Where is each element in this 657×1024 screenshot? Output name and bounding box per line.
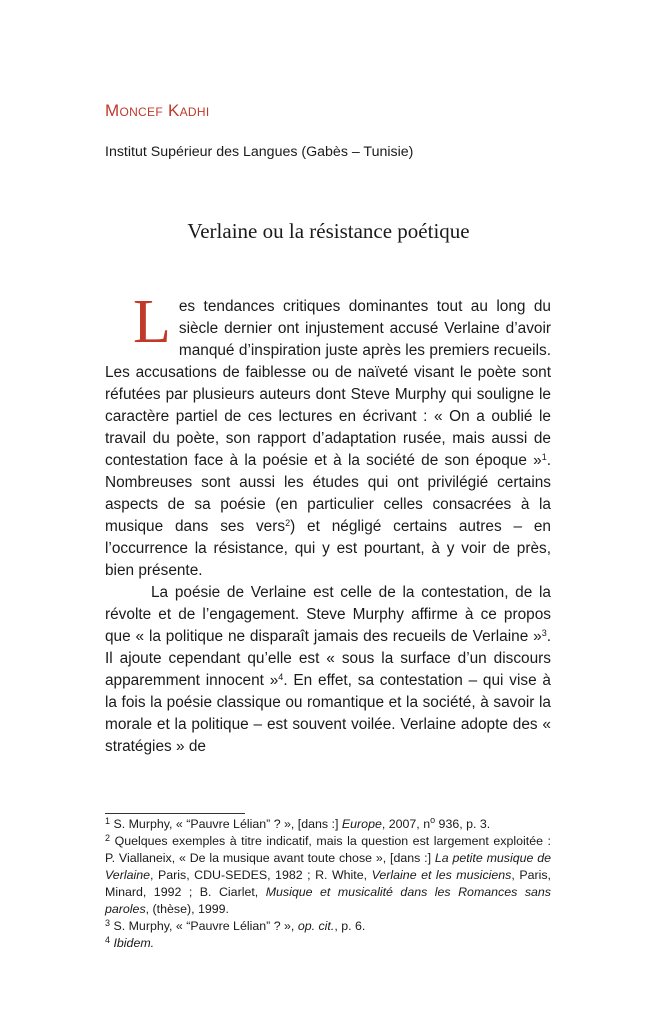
footnote-sup: o	[430, 815, 436, 825]
paragraph-text: ) et négligé certains autres – en l’occurrence la résistance, qui y est pourtant, à y voir de près, bien présente.	[105, 518, 551, 579]
drop-cap: L	[133, 288, 171, 356]
footnote-ref[interactable]: 3	[541, 628, 547, 638]
paragraph-text: . Nombreuses sont aussi les études qui ont privilégié certains aspects de sa poésie (en particulier celles consacrées à la musique dans ses vers	[105, 452, 551, 535]
author-name: Moncef Kadhi	[105, 101, 210, 120]
footnote-text: 936, p. 3.	[435, 817, 491, 831]
footnote-italic: Verlaine et les musiciens	[371, 868, 512, 882]
footnote-italic: Musique et musicalité dans les Romances sans paroles	[105, 885, 551, 916]
footnote-number: 2	[105, 833, 111, 843]
article-body	[105, 288, 551, 758]
footnote-text: , 2007, n	[381, 817, 431, 831]
paragraph-text: es tendances critiques dominantes tout au long du siècle dernier ont injustement accusé Verlaine d’avoir manqué d’inspiration juste après les premiers recueils. Les accusations de faiblesse ou de naïveté visant le poète sont réfutées par plusieurs auteurs dont Steve Murphy qui souligne le caractère partiel de ces lectures en écrivant : « On a oublié le travail du poète, son rapport d’adaptation rusée, mais aussi de contestation face à la poésie et à la société de son époque »	[105, 298, 551, 469]
footnote	[105, 935, 551, 952]
footnote	[105, 816, 551, 833]
paragraph	[105, 582, 551, 758]
footnote-text: , p. 6.	[334, 919, 366, 933]
footnote-text: S. Murphy, « “Pauvre Lélian” ? », [dans :]	[110, 817, 342, 831]
author-affiliation: Institut Supérieur des Langues (Gabès – Tunisie)	[105, 144, 414, 160]
paragraph-text: La poésie de Verlaine est celle de la contestation, de la révolte et de l’engagement. Steve Murphy affirme à ce propos que « la politique ne disparaît jamais des recueils de Verlaine »	[105, 584, 551, 645]
footnote-ref[interactable]: 4	[278, 672, 284, 682]
paragraph-text: . Il ajoute cependant qu’elle est « sous la surface d’un discours apparemment innocent »	[105, 628, 551, 689]
paragraph-text: . En effet, sa contestation – qui vise à la fois la poésie classique ou romantique et la société, à savoir la morale et la politique – est souvent voilée. Verlaine adopte des « stratégies » de	[105, 672, 551, 755]
paragraph	[105, 288, 551, 582]
footnote-number: 4	[105, 935, 111, 945]
footnote-ref[interactable]: 1	[541, 452, 547, 462]
footnote	[105, 918, 551, 935]
footnotes	[105, 816, 551, 952]
footnote-italic: Ibidem.	[113, 936, 155, 950]
footnote-text: Quelques exemples à titre indicatif, mais la question est largement exploitée : P. Viallaneix, « De la musique avant toute chose », [dans :]	[105, 834, 551, 865]
footnote-text: S. Murphy, « “Pauvre Lélian” ? »,	[110, 919, 298, 933]
footnote-number: 3	[105, 918, 111, 928]
footnote-italic: La petite musique de Verlaine	[105, 851, 552, 882]
footnote-text: , Paris, CDU-SEDES, 1982 ; R. White,	[150, 868, 372, 882]
footnote-italic: op. cit.	[297, 919, 335, 933]
footnote-separator	[105, 813, 245, 814]
footnote-ref[interactable]: 2	[285, 518, 291, 528]
footnote	[105, 833, 551, 918]
article-title: Verlaine ou la résistance poétique	[187, 219, 470, 243]
footnote-text: , (thèse), 1999.	[145, 902, 229, 916]
footnote-number: 1	[105, 816, 111, 826]
footnote-text: , Paris, Minard, 1992 ; B. Ciarlet,	[105, 868, 551, 899]
footnote-italic: Europe	[341, 817, 382, 831]
